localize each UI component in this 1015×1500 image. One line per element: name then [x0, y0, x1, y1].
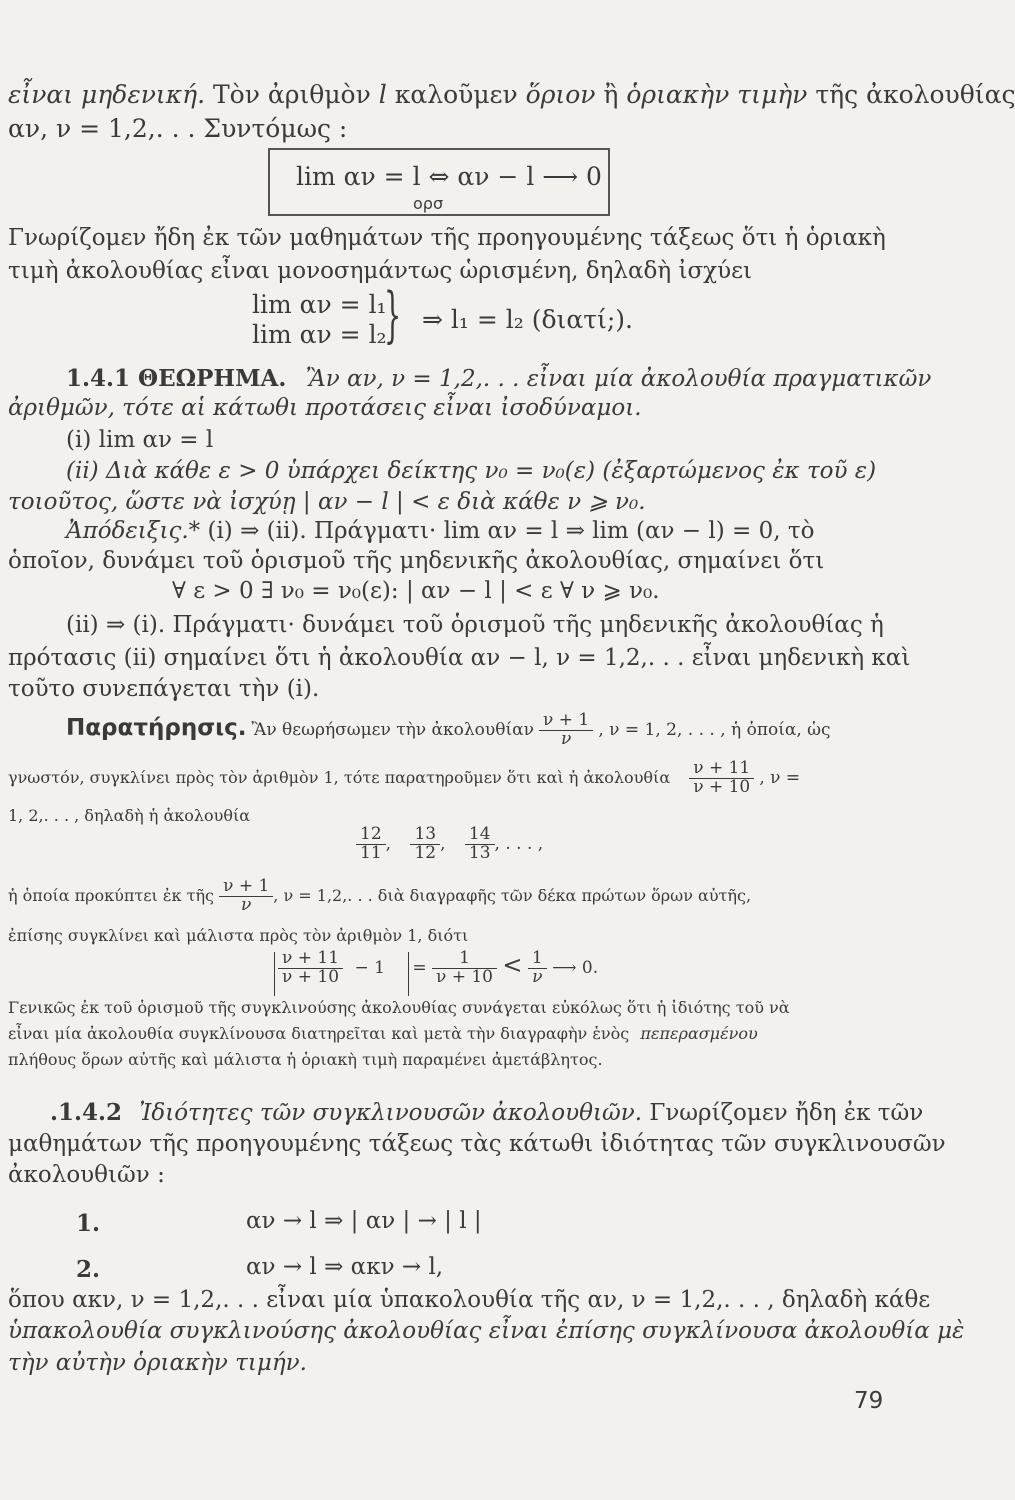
fraction	[528, 950, 547, 987]
text-line: ὑπακολουθία συγκλινούσης ἀκολουθίας εἶναι ἐπίσης συγκλίνουσα ἀκολουθία μὲ	[8, 1318, 965, 1344]
remark-line	[66, 712, 831, 749]
denominator: 12	[414, 842, 437, 863]
fraction	[219, 878, 273, 915]
property-formula: αν → l ⇒ ακν → l,	[246, 1254, 444, 1280]
theorem-item-ii-cont: τοιοῦτος, ὥστε νὰ ἰσχύῃ | αν − l | < ε διὰ κάθε ν ⩾ ν₀.	[8, 489, 646, 515]
remark-line	[8, 760, 800, 797]
section-title: Ἰδιότητες τῶν συγκλινουσῶν ἀκολουθιῶν.	[139, 1100, 643, 1126]
denominator: 11	[360, 842, 382, 863]
right-brace: }	[384, 280, 402, 350]
property-number: 1.	[76, 1210, 101, 1237]
lim-row-1: lim αν = l₁	[252, 290, 387, 319]
text: εἶναι μία ἀκολουθία συγκλίνουσα διατηρεῖται καὶ μετὰ τὴν διαγραφὴν ἑνὸς	[8, 1024, 630, 1043]
text: ἡ ὁποία προκύπτει ἐκ τῆς	[8, 885, 214, 905]
lim-result: ⇒ l₁ = l₂ (διατί;).	[422, 305, 633, 334]
remark-line: ἐπίσης συγκλίνει καὶ μάλιστα πρὸς τὸν ἀριθμὸν 1, διότι	[8, 926, 469, 945]
text: τῆς ἀκολουθίας	[807, 80, 1015, 109]
numerator: ν + 1	[539, 712, 593, 731]
text: Ἂν θεωρήσωμεν τὴν ἀκολουθίαν	[251, 719, 534, 740]
note-line: πλήθους ὅρων αὐτῆς καὶ μάλιστα ἡ ὁριακὴ τιμὴ παραμένει ἀμετάβλητος.	[8, 1050, 603, 1069]
text: ⟶ 0.	[552, 957, 599, 978]
fraction	[465, 826, 495, 863]
text: γνωστόν, συγκλίνει πρὸς τὸν ἀριθμὸν 1, τότε παρατηροῦμεν ὅτι καὶ ἡ ἀκολουθία	[8, 767, 671, 787]
proof-line: πρότασις (ii) σημαίνει ὅτι ἡ ἀκολουθία αν − l, ν = 1,2,. . . εἶναι μηδενικὴ καὶ	[8, 645, 911, 671]
denominator: ν	[560, 728, 572, 749]
section-heading-line	[50, 1099, 923, 1126]
text-line: ὅπου ακν, ν = 1,2,. . . εἶναι μία ὑπακολουθία τῆς αν, ν = 1,2,. . . , δηλαδὴ κάθε	[8, 1287, 931, 1313]
text: Γνωρίζομεν ἤδη ἐκ τῶν	[642, 1100, 924, 1126]
text: − 1	[354, 957, 385, 978]
denominator: ν + 10	[435, 966, 493, 987]
fraction	[689, 760, 754, 797]
box-subscript: ορσ	[413, 194, 444, 213]
text: =	[412, 957, 427, 978]
theorem-item-ii: (ii) Διὰ κάθε ε > 0 ὑπάρχει δείκτης ν₀ = ν₀(ε) (ἐξαρτώμενος ἐκ τοῦ ε)	[66, 458, 877, 484]
note-line: Γενικῶς ἐκ τοῦ ὁρισμοῦ τῆς συγκλινούσης ἀκολουθίας συνάγεται εὐκόλως ὅτι ἡ ἰδιότης τοῦ νὰ	[8, 998, 790, 1017]
theorem-item-i: (i) lim αν = l	[66, 427, 214, 453]
text-italic: ὁριακὴν τιμὴν	[626, 80, 808, 109]
numerator: 1	[528, 950, 547, 969]
numerator: 14	[465, 826, 495, 845]
box-formula: lim αν = l ⇔ αν − l ⟶ 0	[296, 162, 602, 191]
text-line: μαθημάτων τῆς προηγουμένης τάξεως τὰς κάτωθι ἰδιότητας τῶν συγκλινουσῶν	[8, 1131, 946, 1157]
text: Τὸν ἀριθμὸν	[205, 80, 379, 109]
property-formula: αν → l ⇒ | αν | → | l |	[246, 1208, 482, 1234]
proof-line: ὁποῖον, δυνάμει τοῦ ὁρισμοῦ τῆς μηδενικῆς ἀκολουθίας, σημαίνει ὅτι	[8, 548, 825, 574]
page-number: 79	[854, 1388, 884, 1414]
theorem-text: Ἂν αν, ν = 1,2,. . . εἶναι μία ἀκολουθία πραγματικῶν	[305, 366, 932, 392]
fraction	[278, 950, 343, 987]
text: (i) ⇒ (ii). Πράγματι· lim αν = l ⇒ lim (αν − l) = 0, τὸ	[200, 518, 815, 544]
numerator: ν + 11	[689, 760, 754, 779]
theorem-number: 1.4.1 ΘΕΩΡΗΜΑ.	[66, 365, 287, 392]
proof-line	[66, 518, 814, 544]
fraction	[356, 826, 386, 863]
section-number: .1.4.2	[50, 1099, 123, 1126]
text-line: ἀκολουθιῶν :	[8, 1162, 165, 1188]
text-italic: ὅριον	[525, 80, 596, 109]
proof-formula: ∀ ε > 0 ∃ ν₀ = ν₀(ε): | αν − l | < ε ∀ ν ⩾ ν₀.	[172, 578, 660, 604]
text-line	[8, 80, 1015, 109]
remark-line	[8, 878, 751, 915]
text: , . . . ,	[494, 833, 544, 854]
numerator: 1	[432, 950, 497, 969]
inequality	[278, 950, 598, 987]
text-line: αν, ν = 1,2,. . . Συντόμως :	[8, 114, 348, 143]
text-italic: πεπερασμένου	[640, 1024, 758, 1043]
remark-line: 1, 2,. . . , δηλαδὴ ἡ ἀκολουθία	[8, 806, 251, 825]
text: , ν = 1, 2, . . . , ἡ ὁποία, ὡς	[598, 719, 831, 740]
numerator: ν + 11	[278, 950, 343, 969]
text-italic: l	[378, 80, 387, 109]
theorem-line	[66, 365, 931, 392]
text: , ν = 1,2,. . . διὰ διαγραφῆς τῶν δέκα πρώτων ὅρων αὐτῆς,	[273, 885, 752, 905]
text-line: τιμὴ ἀκολουθίας εἶναι μονοσημάντως ὡρισμένη, δηλαδὴ ἰσχύει	[8, 258, 753, 284]
abs-bar	[274, 952, 275, 996]
property-number: 2.	[76, 1256, 101, 1283]
fraction	[410, 826, 440, 863]
proof-line: (ii) ⇒ (i). Πράγματι· δυνάμει τοῦ ὁρισμοῦ τῆς μηδενικῆς ἀκολουθίας ἡ	[66, 612, 884, 638]
text: <	[502, 950, 523, 979]
numerator: 13	[410, 826, 440, 845]
fraction	[432, 950, 497, 987]
denominator: ν + 10	[693, 776, 751, 797]
denominator: 13	[468, 842, 491, 863]
fraction	[539, 712, 593, 749]
note-line	[8, 1024, 758, 1043]
proof-line: τοῦτο συνεπάγεται τὴν (i).	[8, 676, 320, 702]
text: , ν =	[759, 767, 801, 788]
numerator: 12	[356, 826, 386, 845]
denominator: ν	[532, 966, 543, 987]
theorem-line: ἀριθμῶν, τότε αἱ κάτωθι προτάσεις εἶναι ἰσοδύναμοι.	[8, 395, 642, 421]
lim-row-2: lim αν = l₂	[252, 320, 387, 349]
text: ἢ	[595, 80, 627, 109]
text-line: τὴν αὐτὴν ὁριακὴν τιμήν.	[8, 1350, 307, 1376]
text: καλοῦμεν	[386, 80, 526, 109]
sequence-terms: $\frac{12}{11}$ , $\frac{13}{12}$ , $\frac{14}{13}$ , . . . ,	[356, 826, 543, 863]
text-italic: εἶναι μηδενική.	[8, 80, 206, 109]
text-line: Γνωρίζομεν ἤδη ἐκ τῶν μαθημάτων τῆς προηγουμένης τάξεως ὅτι ἡ ὁριακὴ	[8, 225, 886, 251]
proof-label: Ἀπόδειξις.*	[66, 518, 201, 544]
denominator: ν	[241, 894, 252, 915]
remark-title: Παρατήρησις.	[66, 714, 247, 741]
numerator: ν + 1	[219, 878, 273, 897]
denominator: ν + 10	[282, 966, 340, 987]
